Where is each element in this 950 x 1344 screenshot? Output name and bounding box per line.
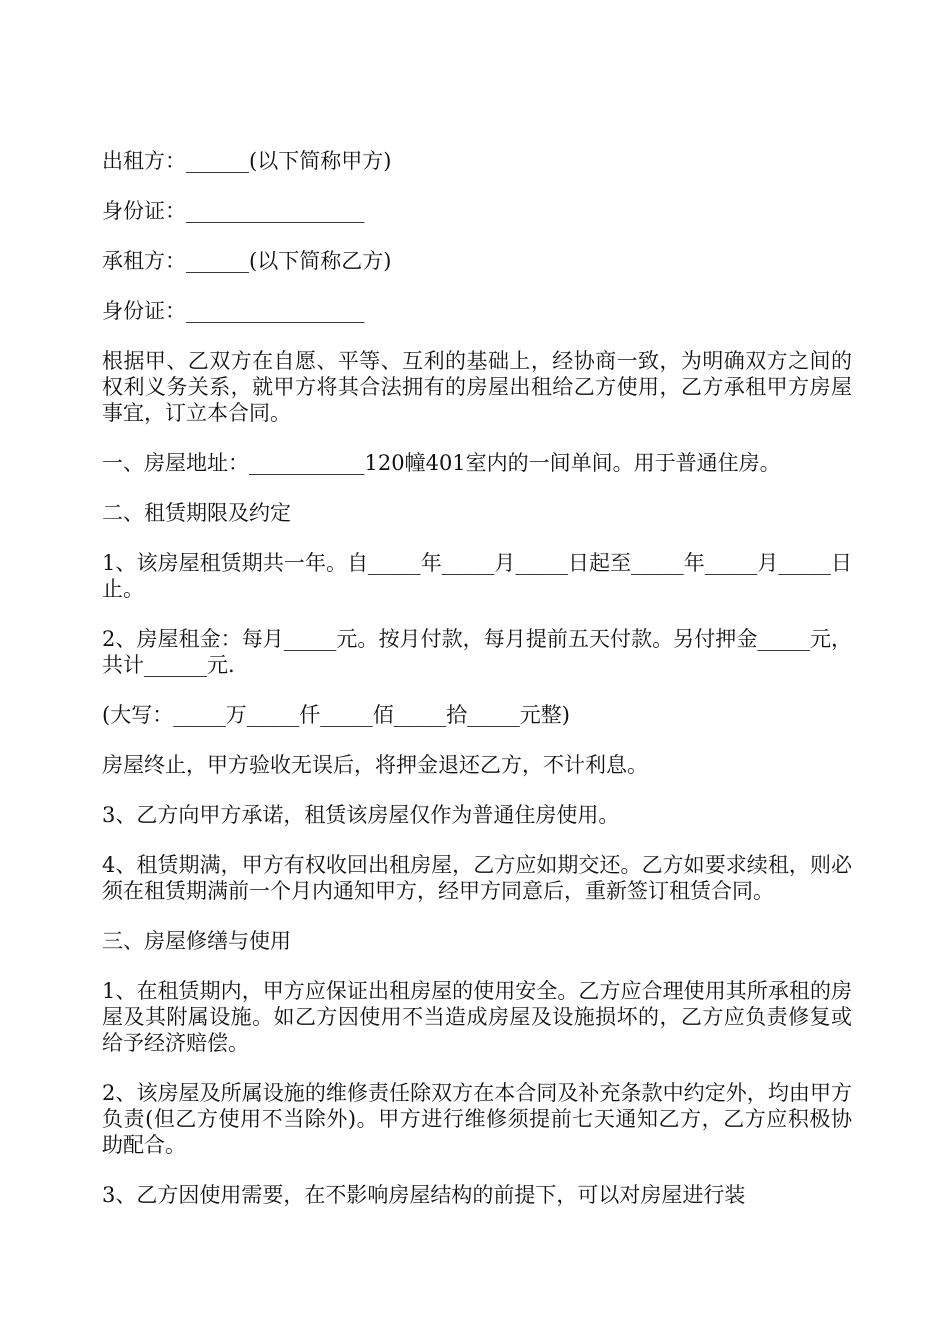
- lessee-id-line: 身份证：_________________: [102, 299, 365, 323]
- lessor-id-line: 身份证：_________________: [102, 199, 365, 223]
- clause-2-4: 4、租赁期满，甲方有权收回出租房屋，乙方应如期交还。乙方如要求续租，则必须在租赁期满前一个月内通知甲方，经甲方同意后，重新签订租赁合同。: [102, 853, 852, 903]
- clause-2-2: 2、房屋租金：每月_____元。按月付款，每月提前五天付款。另付押金_____元，共计______元.: [102, 627, 852, 677]
- preamble-paragraph: 根据甲、乙双方在自愿、平等、互利的基础上，经协商一致，为明确双方之间的权利义务关系，就甲方将其合法拥有的房屋出租给乙方使用，乙方承租甲方房屋事宜，订立本合同。: [102, 349, 852, 425]
- lessee-line: 承租方：______(以下简称乙方): [102, 249, 392, 273]
- section-3-heading: 三、房屋修缮与使用: [102, 929, 291, 953]
- lessor-line: 出租方：______(以下简称甲方): [102, 149, 392, 173]
- clause-3-1: 1、在租赁期内，甲方应保证出租房屋的使用安全。乙方应合理使用其所承租的房屋及其附属设施。如乙方因使用不当造成房屋及设施损坏的，乙方应负责修复或给予经济赔偿。: [102, 979, 852, 1055]
- clause-2-3: 3、乙方向甲方承诺，租赁该房屋仅作为普通住房使用。: [102, 803, 620, 827]
- deposit-return-paragraph: 房屋终止，甲方验收无误后，将押金退还乙方，不计利息。: [102, 753, 648, 777]
- section-1-address: 一、房屋地址：___________120幢401室内的一间单间。用于普通住房。: [102, 451, 781, 475]
- contract-body: [102, 148, 852, 1232]
- clause-2-2-capital: (大写：_____万_____仟_____佰_____拾_____元整): [102, 703, 570, 727]
- clause-3-2: 2、该房屋及所属设施的维修责任除双方在本合同及补充条款中约定外，均由甲方负责(但乙方使用不当除外)。甲方进行维修须提前七天通知乙方，乙方应积极协助配合。: [102, 1081, 852, 1157]
- clause-2-1: 1、该房屋租赁期共一年。自_____年_____月_____日起至_____年_____月_____日止。: [102, 551, 852, 601]
- clause-3-3: 3、乙方因使用需要，在不影响房屋结构的前提下，可以对房屋进行装: [102, 1183, 746, 1207]
- section-2-heading: 二、租赁期限及约定: [102, 501, 291, 525]
